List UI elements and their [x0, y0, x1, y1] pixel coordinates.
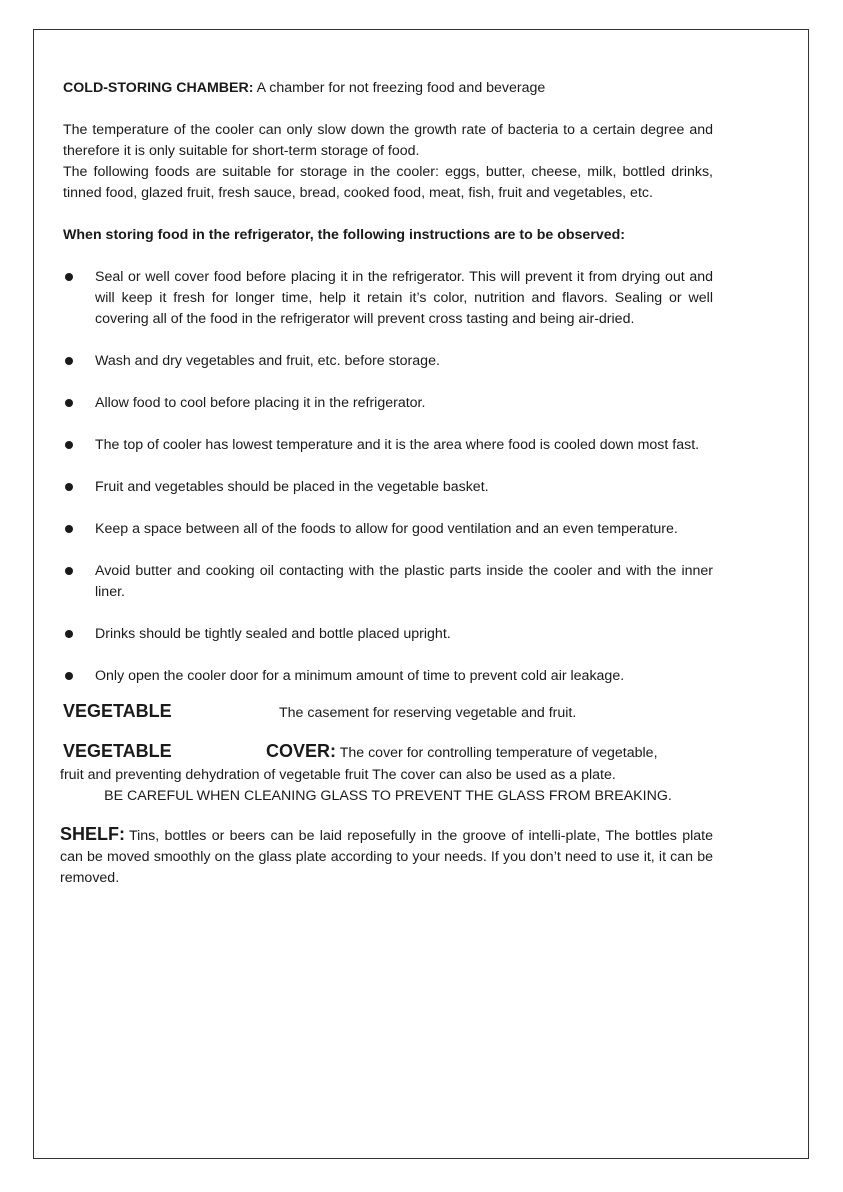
bullet-icon [65, 630, 73, 638]
bullet-icon [65, 441, 73, 449]
intro-paragraph-2: The following foods are suitable for storage in the cooler: eggs, butter, cheese, milk, bottled drinks, tinned food, glazed fruit, fresh sauce, bread, cooked food, meat, fish, fruit and vegetables, etc. [63, 164, 713, 201]
list-item-text: Avoid butter and cooking oil contacting with the plastic parts inside the cooler and with the inner liner. [95, 563, 713, 600]
shelf-label: SHELF: [60, 824, 125, 844]
document-body [60, 50, 713, 889]
cold-chamber-heading [63, 78, 713, 99]
instructions-heading: When storing food in the refrigerator, the following instructions are to be observed: [63, 227, 626, 243]
list-item [63, 624, 713, 645]
bullet-icon [65, 357, 73, 365]
shelf-description: Tins, bottles or beers can be laid reposefully in the groove of intelli-plate, The bottles plate can be moved smoothly on the glass plate according to your needs. If you don’t need to use it, it can be removed. [60, 828, 713, 886]
bullet-icon [65, 483, 73, 491]
vegetable-cover-label-1: VEGETABLE [63, 741, 172, 761]
list-item [63, 267, 713, 330]
vegetable-cover-desc-line-2: fruit and preventing dehydration of vegetable fruit The cover can also be used as a plate. [60, 767, 616, 783]
vegetable-cover-label-2: COVER: [266, 741, 337, 761]
list-item-text: Wash and dry vegetables and fruit, etc. before storage. [95, 353, 440, 369]
list-item-text: Fruit and vegetables should be placed in the vegetable basket. [95, 479, 489, 495]
list-item [63, 666, 713, 687]
bullet-icon [65, 399, 73, 407]
instructions-list [63, 267, 713, 687]
vegetable-cover-heading-rest [266, 741, 658, 764]
glass-caution-text: BE CAREFUL WHEN CLEANING GLASS TO PREVENT THE GLASS FROM BREAKING. [104, 788, 672, 804]
list-item [63, 561, 713, 603]
bullet-icon [65, 672, 73, 680]
vegetable-cover-heading [63, 741, 713, 765]
cold-chamber-title: COLD-STORING CHAMBER: [63, 80, 254, 96]
list-item-text: Only open the cooler door for a minimum amount of time to prevent cold air leakage. [95, 668, 625, 684]
list-item [63, 351, 713, 372]
bullet-icon [65, 273, 73, 281]
list-item-text: Seal or well cover food before placing it in the refrigerator. This will prevent it from drying out and will keep it fresh for longer time, help it retain it’s color, nutrition and flavors. Sealing or well covering all of the food in the refrigerator will prevent cross tasting and being air-dried. [95, 269, 713, 327]
vegetable-cover-desc-line-1: The cover for controlling temperature of vegetable, [336, 745, 658, 761]
list-item-text: The top of cooler has lowest temperature and it is the area where food is cooled down most fast. [95, 437, 700, 453]
vegetable-description: The casement for reserving vegetable and fruit. [279, 705, 577, 721]
list-item-text: Drinks should be tightly sealed and bottle placed upright. [95, 626, 451, 642]
vegetable-label: VEGETABLE [63, 701, 172, 721]
cold-chamber-subtitle: A chamber for not freezing food and beverage [253, 80, 546, 96]
list-item [63, 477, 713, 498]
list-item [63, 435, 713, 456]
list-item-text: Allow food to cool before placing it in the refrigerator. [95, 395, 426, 411]
list-item [63, 393, 713, 414]
bullet-icon [65, 567, 73, 575]
list-item-text: Keep a space between all of the foods to allow for good ventilation and an even temperature. [95, 521, 678, 537]
vegetable-section [63, 701, 713, 725]
shelf-section [60, 824, 713, 889]
list-item [63, 519, 713, 540]
intro-paragraph-1: The temperature of the cooler can only slow down the growth rate of bacteria to a certain degree and therefore it is only suitable for short-term storage of food. [63, 122, 713, 159]
bullet-icon [65, 525, 73, 533]
